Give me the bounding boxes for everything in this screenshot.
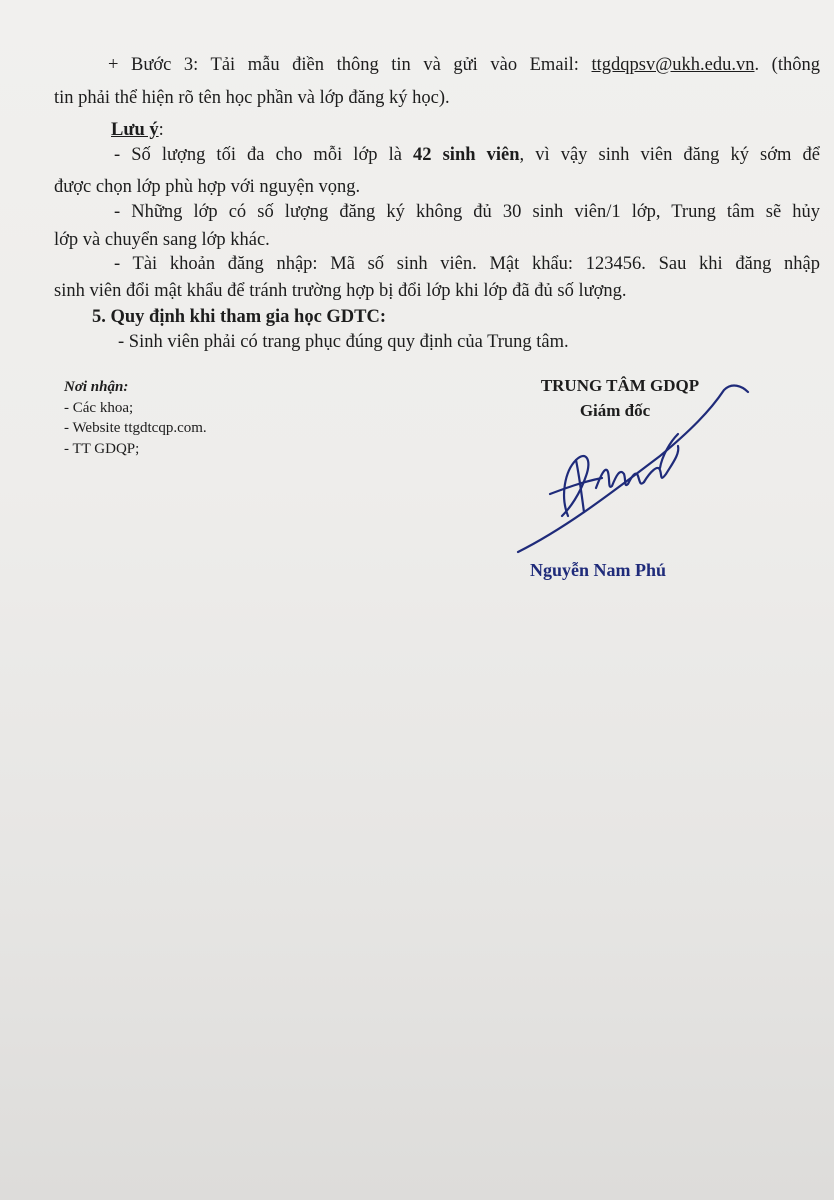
section5-heading: 5. Quy định khi tham gia học GDTC: — [92, 307, 387, 327]
note-heading: Lưu ý: — [111, 120, 164, 140]
signature-org: TRUNG TÂM GDQP — [540, 376, 700, 395]
recipient-item: - TT GDQP; — [64, 441, 140, 457]
signer-name: Nguyễn Nam Phú — [530, 560, 667, 580]
recipient-item: - Website ttgdtcqp.com. — [64, 420, 207, 436]
note-item1-line2: được chọn lớp phù hợp với nguyện vọng. — [54, 177, 361, 197]
step3-line2: tin phải thể hiện rõ tên học phần và lớp đăng ký học). — [54, 88, 450, 108]
recipients-title: Nơi nhận: — [64, 379, 129, 395]
signature-position: Giám đốc — [579, 401, 651, 420]
step3-line1: + Bước 3: Tải mẫu điền thông tin và gửi vào Email: ttgdqpsv@ukh.edu.vn. (thông — [108, 55, 820, 75]
note-item1-line1: - Số lượng tối đa cho mỗi lớp là 42 sinh viên, vì vậy sinh viên đăng ký sớm để — [114, 145, 820, 165]
recipient-item: - Các khoa; — [64, 400, 134, 416]
note-item2-line1: - Những lớp có số lượng đăng ký không đủ 30 sinh viên/1 lớp, Trung tâm sẽ hủy — [114, 202, 820, 222]
note-item3-line1: - Tài khoản đăng nhập: Mã số sinh viên. Mật khẩu: 123456. Sau khi đăng nhập — [114, 254, 820, 274]
section5-item1: - Sinh viên phải có trang phục đúng quy định của Trung tâm. — [118, 332, 569, 352]
email-link[interactable]: ttgdqpsv@ukh.edu.vn — [591, 55, 755, 75]
note-item2-line2: lớp và chuyển sang lớp khác. — [54, 230, 270, 250]
note-item3-line2: sinh viên đổi mật khẩu để tránh trường hợp bị đổi lớp khi lớp đã đủ số lượng. — [54, 281, 627, 301]
handwritten-signature — [510, 376, 770, 561]
